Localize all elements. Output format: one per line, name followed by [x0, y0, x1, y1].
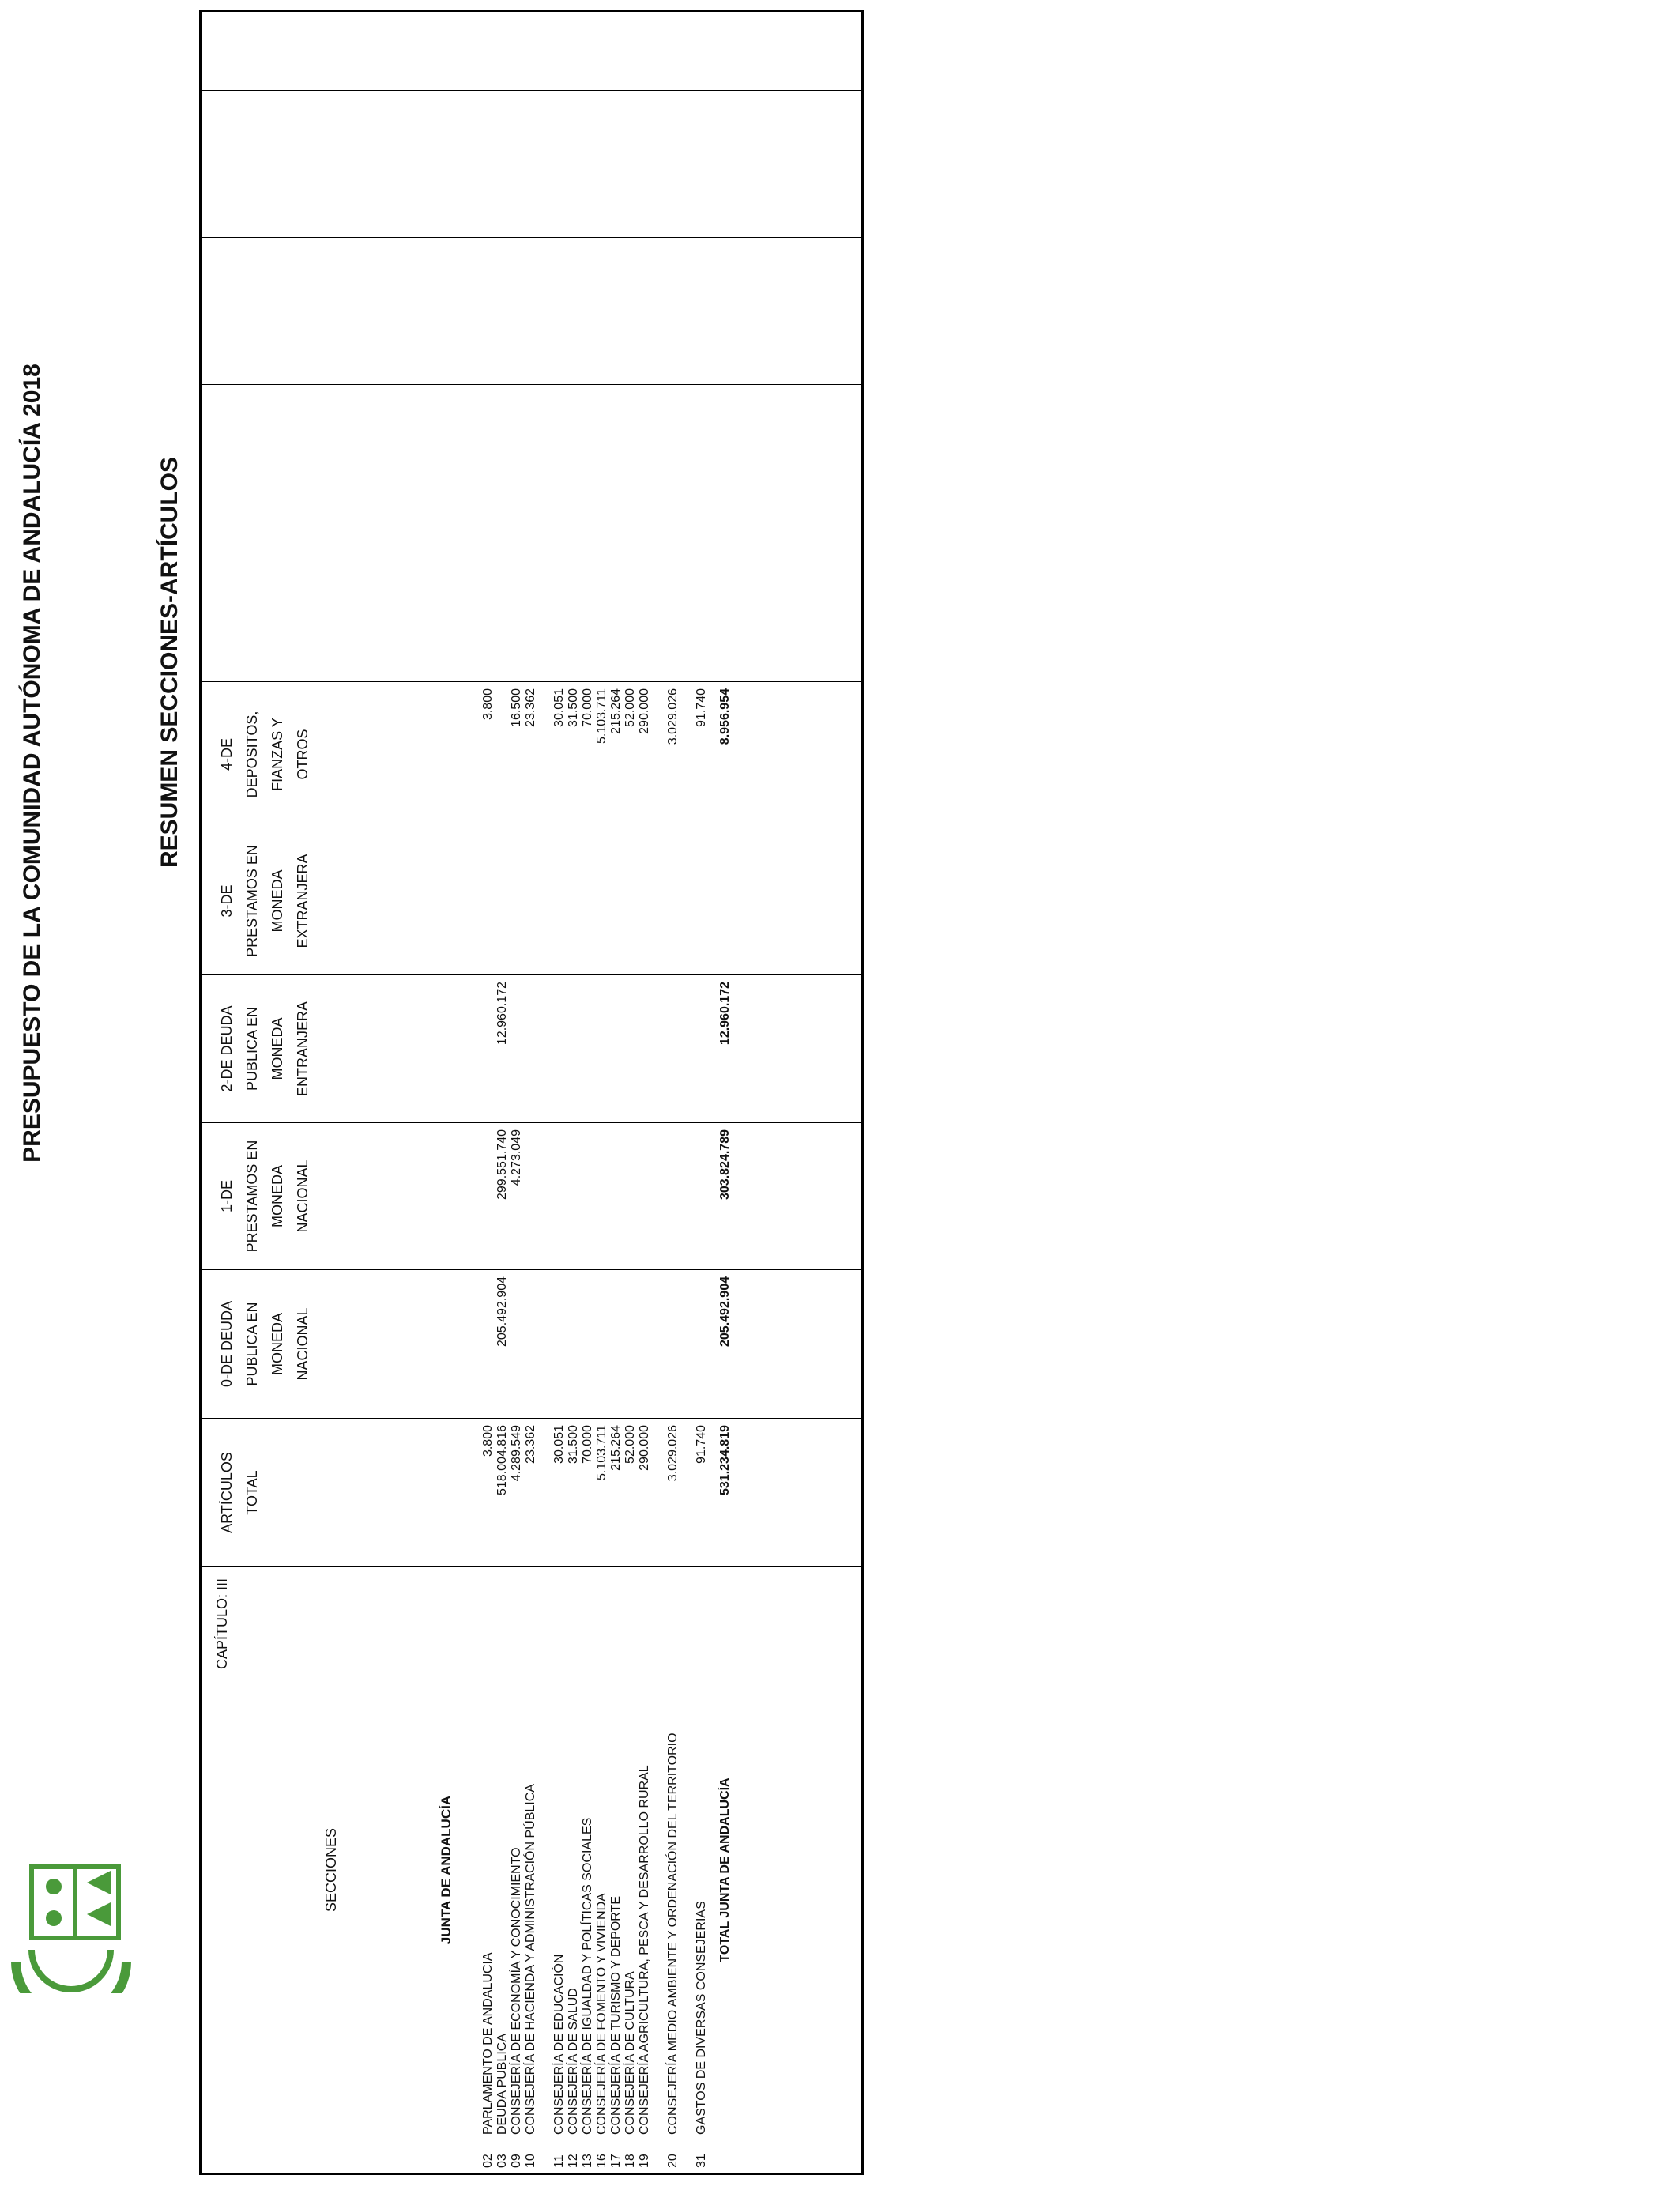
column-header-c1 — [202, 1123, 345, 1270]
cell-c1: 299.551.740 — [495, 1129, 509, 1200]
section-name: CONSEJERÍA DE ECONOMÍA Y CONOCIMIENTO — [510, 1847, 523, 2135]
cell-c1 — [623, 1123, 638, 1269]
column-header-line: ENTRANJERA — [295, 1001, 311, 1097]
cell-total: 52.000 — [623, 1425, 637, 1464]
empty-header-cell — [202, 12, 345, 91]
cell-c1 — [481, 1123, 495, 1269]
c2-column — [345, 975, 862, 1123]
column-header-line: MONEDA — [269, 1017, 285, 1080]
cell-c3 — [581, 827, 595, 974]
column-header-c3 — [202, 827, 345, 975]
cell-c1 — [552, 1123, 567, 1269]
cell-c2: 12.960.172 — [495, 982, 509, 1046]
section-code: 17 — [609, 2154, 623, 2168]
cell-c1 — [567, 1123, 581, 1269]
sections-header-cell — [202, 1567, 345, 2173]
cell-c2 — [695, 975, 709, 1122]
total-spacer — [709, 682, 718, 827]
cell-c3 — [638, 827, 666, 974]
header-spacer — [352, 1567, 431, 2173]
cell-c1 — [638, 1123, 666, 1269]
section-code: 13 — [581, 2154, 594, 2168]
section-code: 18 — [623, 2154, 637, 2168]
cell-c0 — [609, 1270, 623, 1418]
cell-c2 — [623, 975, 638, 1122]
empty-column — [345, 91, 862, 238]
section-row — [552, 1567, 567, 2173]
cell-c2 — [581, 975, 595, 1122]
cell-c4: 70.000 — [581, 688, 594, 727]
section-name: CONSEJERÍA DE IGUALDAD Y POLÍTICAS SOCIALES — [581, 1817, 594, 2135]
section-name: GASTOS DE DIVERSAS CONSEJERIAS — [695, 1901, 708, 2135]
empty-column — [345, 12, 862, 91]
total-total: 531.234.819 — [718, 1425, 732, 1495]
total-row-label: TOTAL JUNTA DE ANDALUCÍA — [718, 1777, 732, 1962]
cell-total: 31.500 — [567, 1425, 580, 1464]
section-row — [666, 1567, 695, 2173]
empty-header-cell — [202, 91, 345, 238]
cell-c1 — [695, 1123, 709, 1269]
section-name: DEUDA PUBLICA — [495, 2033, 509, 2135]
total-spacer — [709, 1419, 718, 1566]
empty-column — [345, 238, 862, 385]
cell-c1: 4.273.049 — [510, 1129, 523, 1186]
cell-c1 — [666, 1123, 695, 1269]
cell-c1 — [581, 1123, 595, 1269]
total-c2: 12.960.172 — [718, 982, 732, 1046]
empty-header-cell — [202, 238, 345, 385]
cell-c4: 3.800 — [481, 688, 495, 721]
cell-total: 23.362 — [524, 1425, 537, 1464]
cell-c3 — [695, 827, 709, 974]
cell-c4: 31.500 — [567, 688, 580, 727]
cell-c3 — [609, 827, 623, 974]
cell-c1 — [609, 1123, 623, 1269]
empty-column — [345, 533, 862, 682]
cell-total: 215.264 — [609, 1425, 623, 1471]
cell-c2 — [552, 975, 567, 1122]
section-code: 31 — [695, 2154, 708, 2168]
cell-c2 — [510, 975, 524, 1122]
column-header-line: 1-DE — [219, 1180, 235, 1213]
section-row — [581, 1567, 595, 2173]
cell-c0 — [481, 1270, 495, 1418]
c1-column — [345, 1123, 862, 1270]
cell-c0 — [666, 1270, 695, 1418]
section-code: 02 — [481, 2154, 495, 2168]
cell-c4: 91.740 — [695, 688, 708, 727]
cell-c4: 23.362 — [524, 688, 537, 727]
section-name: CONSEJERÍA AGRICULTURA, PESCA Y DESARROLLO RURAL — [638, 1765, 651, 2135]
column-header-c4 — [202, 682, 345, 827]
cell-c2 — [595, 975, 609, 1122]
cell-c2 — [666, 975, 695, 1122]
total-spacer — [709, 1270, 718, 1418]
section-row — [510, 1567, 524, 2173]
cell-c4: 30.051 — [552, 688, 566, 727]
cell-total: 290.000 — [638, 1425, 651, 1471]
cell-c4: 3.029.026 — [666, 688, 680, 745]
column-header-line: PRESTAMOS EN — [244, 1140, 260, 1253]
cell-c3 — [595, 827, 609, 974]
cell-c2 — [524, 975, 552, 1122]
section-row — [481, 1567, 495, 2173]
table-body-row — [345, 12, 862, 2173]
section-name: CONSEJERÍA MEDIO AMBIENTE Y ORDENACIÓN DEL TERRITORIO — [666, 1732, 680, 2135]
column-header-line: MONEDA — [269, 1313, 285, 1376]
column-spacer — [352, 1270, 481, 1418]
column-spacer — [352, 1123, 481, 1269]
section-row — [524, 1567, 552, 2173]
c3-column — [345, 827, 862, 975]
cell-c3 — [481, 827, 495, 974]
page-subtitle: RESUMEN SECCIONES-ARTÍCULOS — [156, 456, 183, 869]
total-c4: 8.956.954 — [718, 688, 732, 745]
column-spacer — [352, 1419, 481, 1566]
section-row — [623, 1567, 638, 2173]
section-code: 03 — [495, 2154, 509, 2168]
total-c0: 205.492.904 — [718, 1276, 732, 1347]
cell-c4: 52.000 — [623, 688, 637, 727]
column-header-line: PUBLICA EN — [244, 1302, 260, 1386]
section-row — [609, 1567, 623, 2173]
cell-total: 70.000 — [581, 1425, 594, 1464]
section-name: PARLAMENTO DE ANDALUCIA — [481, 1952, 495, 2135]
sections-column — [345, 1567, 862, 2173]
section-code: 20 — [666, 2154, 680, 2168]
section-name: CONSEJERÍA DE FOMENTO Y VIVIENDA — [595, 1893, 608, 2135]
column-header-line: NACIONAL — [295, 1307, 311, 1381]
total-spacer — [709, 1123, 718, 1269]
sections-header: SECCIONES — [323, 1827, 339, 1913]
column-header-line: PRESTAMOS EN — [244, 845, 260, 957]
column-spacer — [352, 682, 481, 827]
cell-c4: 215.264 — [609, 688, 623, 734]
cell-c3 — [510, 827, 524, 974]
cell-c0 — [581, 1270, 595, 1418]
total-spacer — [709, 827, 718, 974]
section-name: CONSEJERÍA DE CULTURA — [623, 1971, 637, 2135]
column-spacer — [352, 827, 481, 974]
cell-c0: 205.492.904 — [495, 1276, 509, 1347]
section-row — [695, 1567, 709, 2173]
cell-c4: 5.103.711 — [595, 688, 608, 744]
cell-c3 — [666, 827, 695, 974]
cell-total: 91.740 — [695, 1425, 708, 1464]
column-header-c2 — [202, 975, 345, 1123]
column-header-line: NACIONAL — [295, 1159, 311, 1233]
cell-c4: 290.000 — [638, 688, 651, 734]
section-code: 12 — [567, 2154, 580, 2168]
cell-c2 — [638, 975, 666, 1122]
cell-c0 — [552, 1270, 567, 1418]
cell-c0 — [567, 1270, 581, 1418]
cell-c3 — [524, 827, 552, 974]
cell-c3 — [495, 827, 510, 974]
empty-header-cell — [202, 385, 345, 533]
column-header-total — [202, 1419, 345, 1567]
section-code: 09 — [510, 2154, 523, 2168]
column-header-line: 2-DE DEUDA — [219, 1005, 235, 1092]
chapter-label: CAPÍTULO: III — [214, 1578, 230, 1670]
section-code: 19 — [638, 2154, 651, 2168]
section-code: 10 — [524, 2154, 537, 2168]
column-header-line: 0-DE DEUDA — [219, 1300, 235, 1388]
section-code: 16 — [595, 2154, 608, 2168]
group-spacer — [462, 1567, 481, 2173]
empty-column — [345, 385, 862, 533]
cell-total: 4.289.549 — [510, 1425, 523, 1482]
cell-total: 518.004.816 — [495, 1425, 509, 1495]
cell-c0 — [695, 1270, 709, 1418]
budget-table — [201, 12, 862, 2173]
section-row — [638, 1567, 666, 2173]
section-row — [595, 1567, 609, 2173]
section-name: CONSEJERÍA DE SALUD — [567, 1988, 580, 2135]
section-row — [567, 1567, 581, 2173]
column-header-c0 — [202, 1270, 345, 1419]
cell-c0 — [595, 1270, 609, 1418]
cell-c0 — [510, 1270, 524, 1418]
table-header-row — [202, 12, 345, 2173]
cell-total: 3.800 — [481, 1425, 495, 1457]
column-spacer — [352, 975, 481, 1122]
total-spacer — [709, 1567, 718, 2173]
column-header-line: PUBLICA EN — [244, 1006, 260, 1091]
cell-c0 — [524, 1270, 552, 1418]
cell-total: 3.029.026 — [666, 1425, 680, 1482]
cell-c3 — [623, 827, 638, 974]
section-code: 11 — [552, 2154, 566, 2168]
cell-c2 — [609, 975, 623, 1122]
cell-c4 — [495, 682, 510, 827]
cell-c0 — [623, 1270, 638, 1418]
total-column — [345, 1419, 862, 1567]
section-row — [495, 1567, 510, 2173]
section-name: CONSEJERÍA DE HACIENDA Y ADMINISTRACIÓN PÚBLICA — [524, 1784, 537, 2135]
cell-c3 — [552, 827, 567, 974]
cell-c2 — [481, 975, 495, 1122]
column-header-line: EXTRANJERA — [295, 854, 311, 948]
column-header-line: FIANZAS Y — [269, 718, 285, 791]
column-header-line: OTROS — [295, 729, 311, 780]
page-title: PRESUPUESTO DE LA COMUNIDAD AUTÓNOMA DE ANDALUCÍA 2018 — [19, 364, 45, 1163]
cell-c2 — [567, 975, 581, 1122]
junta-andalucia-logo — [8, 1859, 147, 1993]
cell-c0 — [638, 1270, 666, 1418]
column-header-line: MONEDA — [269, 869, 285, 933]
column-header-line: ARTÍCULOS — [219, 1452, 235, 1533]
total-spacer — [709, 975, 718, 1122]
cell-c3 — [567, 827, 581, 974]
c0-column — [345, 1270, 862, 1419]
c4-column — [345, 682, 862, 827]
section-name: CONSEJERÍA DE EDUCACIÓN — [552, 1954, 566, 2135]
cell-total: 30.051 — [552, 1425, 566, 1464]
group-title: JUNTA DE ANDALUCÍA — [439, 1795, 454, 1945]
cell-c4: 16.500 — [510, 688, 523, 727]
section-name: CONSEJERÍA DE TURISMO Y DEPORTE — [609, 1896, 623, 2135]
column-header-line: MONEDA — [269, 1165, 285, 1228]
cell-c1 — [524, 1123, 552, 1269]
column-header-line: DEPOSITOS, — [244, 711, 260, 798]
column-header-line: 3-DE — [219, 884, 235, 918]
empty-header-cell — [202, 533, 345, 682]
cell-c1 — [595, 1123, 609, 1269]
total-c1: 303.824.789 — [718, 1129, 732, 1200]
column-header-line: 4-DE — [219, 738, 235, 771]
cell-total: 5.103.711 — [595, 1425, 608, 1480]
column-header-line: TOTAL — [244, 1470, 260, 1515]
